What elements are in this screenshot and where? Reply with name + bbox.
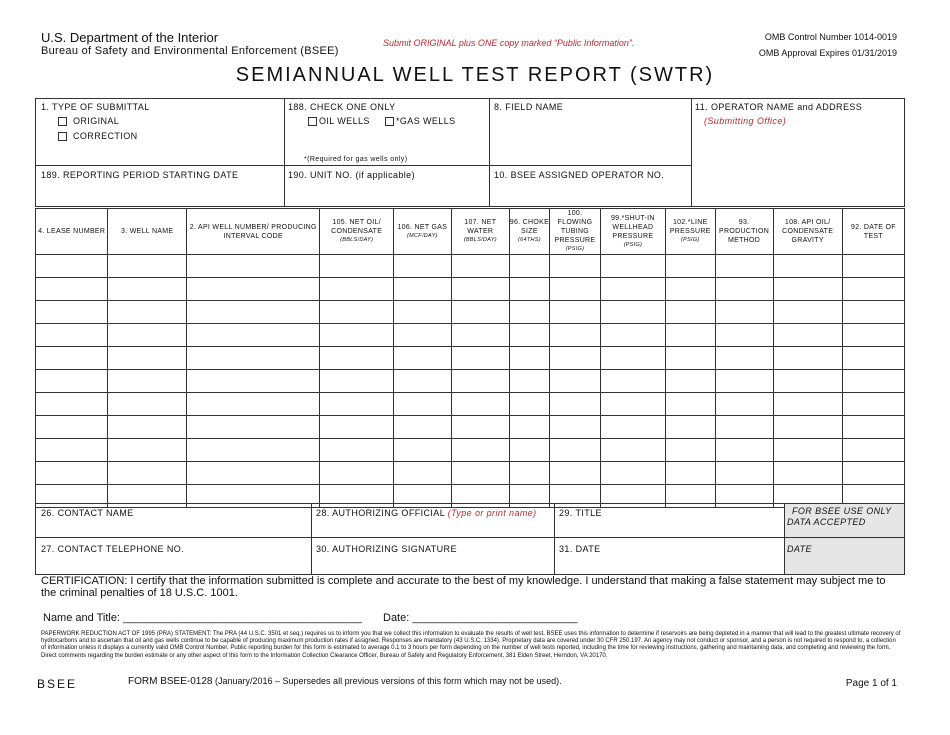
gas-wells-label: *GAS WELLS <box>396 116 456 126</box>
oil-wells-checkbox[interactable] <box>308 117 317 126</box>
table-row <box>36 439 905 462</box>
table-cell[interactable] <box>773 393 842 416</box>
table-cell[interactable] <box>509 416 549 439</box>
table-cell[interactable] <box>451 462 509 485</box>
table-cell[interactable] <box>36 370 108 393</box>
table-cell[interactable] <box>393 301 451 324</box>
table-cell[interactable] <box>665 462 715 485</box>
unit-no-label: 190. UNIT NO. (if applicable) <box>288 170 415 180</box>
table-cell[interactable] <box>842 462 904 485</box>
table-cell[interactable] <box>665 416 715 439</box>
table-cell[interactable] <box>665 393 715 416</box>
column-header: 99.*SHUT-IN WELLHEAD PRESSURE (PSIG) <box>600 209 665 255</box>
date-line[interactable]: Date: ___________________________ <box>383 612 578 624</box>
form-number <box>128 676 562 687</box>
table-cell[interactable] <box>187 324 320 347</box>
table-cell[interactable] <box>842 278 904 301</box>
table-cell[interactable] <box>600 255 665 278</box>
table-cell[interactable] <box>36 416 108 439</box>
table-row <box>36 370 905 393</box>
table-cell[interactable] <box>665 255 715 278</box>
table-cell[interactable] <box>842 393 904 416</box>
table-cell[interactable] <box>665 439 715 462</box>
table-cell[interactable] <box>550 278 601 301</box>
table-cell[interactable] <box>187 439 320 462</box>
table-cell[interactable] <box>36 324 108 347</box>
table-cell[interactable] <box>36 301 108 324</box>
table-cell[interactable] <box>550 347 601 370</box>
table-cell[interactable] <box>108 393 187 416</box>
table-cell[interactable] <box>773 416 842 439</box>
table-cell[interactable] <box>320 347 393 370</box>
table-cell[interactable] <box>773 347 842 370</box>
table-cell[interactable] <box>451 416 509 439</box>
table-cell[interactable] <box>393 347 451 370</box>
table-cell[interactable] <box>108 278 187 301</box>
table-cell[interactable] <box>600 370 665 393</box>
table-cell[interactable] <box>600 416 665 439</box>
contact-phone-label: 27. CONTACT TELEPHONE NO. <box>41 544 185 554</box>
table-cell[interactable] <box>600 439 665 462</box>
operator-name-label: 11. OPERATOR NAME and ADDRESS <box>695 102 863 112</box>
table-cell[interactable] <box>715 416 773 439</box>
original-label: ORIGINAL <box>73 116 120 126</box>
table-cell[interactable] <box>842 439 904 462</box>
column-header: 96. CHOKE SIZE (64THS) <box>509 209 549 255</box>
table-cell[interactable] <box>393 439 451 462</box>
table-cell[interactable] <box>715 255 773 278</box>
title-label: 29. TITLE <box>559 508 602 518</box>
oil-wells-option[interactable] <box>308 116 370 126</box>
table-cell[interactable] <box>393 416 451 439</box>
department-name: U.S. Department of the Interior <box>41 30 219 45</box>
submit-note: Submit ORIGINAL plus ONE copy marked “Public Information”. <box>383 38 635 48</box>
authorizing-official-label: 28. AUTHORIZING OFFICIAL (Type or print name) <box>316 508 537 518</box>
table-row <box>36 324 905 347</box>
submitting-office-note: (Submitting Office) <box>704 116 787 126</box>
column-header: 100. FLOWING TUBING PRESSURE (PSIG) <box>550 209 601 255</box>
table-cell[interactable] <box>393 393 451 416</box>
original-checkbox[interactable] <box>58 117 67 126</box>
table-cell[interactable] <box>451 278 509 301</box>
table-cell[interactable] <box>320 278 393 301</box>
contact-section <box>35 503 905 575</box>
table-cell[interactable] <box>665 370 715 393</box>
table-cell[interactable] <box>108 255 187 278</box>
well-test-table <box>35 208 905 508</box>
table-row <box>36 347 905 370</box>
table-cell[interactable] <box>509 462 549 485</box>
table-cell[interactable] <box>842 347 904 370</box>
table-cell[interactable] <box>36 278 108 301</box>
oil-wells-label: OIL WELLS <box>319 116 370 126</box>
column-header: 107. NET WATER (BBLS/DAY) <box>451 209 509 255</box>
table-cell[interactable] <box>320 393 393 416</box>
table-cell[interactable] <box>715 462 773 485</box>
table-cell[interactable] <box>393 255 451 278</box>
table-cell[interactable] <box>108 324 187 347</box>
table-cell[interactable] <box>36 255 108 278</box>
field-name-label: 8. FIELD NAME <box>494 102 564 112</box>
correction-option[interactable] <box>58 131 138 141</box>
table-cell[interactable] <box>320 255 393 278</box>
table-cell[interactable] <box>550 393 601 416</box>
operator-no-label: 10. BSEE ASSIGNED OPERATOR NO. <box>494 170 665 180</box>
check-one-label: 188. CHECK ONE ONLY <box>288 102 396 112</box>
table-cell[interactable] <box>320 462 393 485</box>
type-or-print-note: (Type or print name) <box>447 508 537 518</box>
table-cell[interactable] <box>320 301 393 324</box>
paperwork-reduction-statement: PAPERWORK REDUCTION ACT OF 1995 (PRA) STATEMENT: The PRA (44 U.S.C. 3501 et seq.) requires us to inform you that we collect this information to evaluate the results of well test. BSEE uses this information to determine if reservoirs are being depleted in a manner that will lead to the greatest ultimate recovery of hydrocarbons and to ascertain that oil and gas wells continue to be capable of producing maximum production rates if assigned. Responses are mandatory (43 U.S.C. 1334). Proprietary data are covered under 30 CFR 250.197. An agency may not conduct or sponsor, and a person is not required to respond to, a collection of information unless it displays a currently valid OMB Control Number. Public reporting burden for this form is estimated to average 0.1 to 3 hours per form depending on the number of well tests reported, including the time for reviewing instructions, gathering and maintaining data, and completing and reviewing the form. Direct comments regarding the burden estimate or any other aspect of this form to the Information Collection Clearance Officer, Bureau of Safety and Regulatory Enforcement, 381 Elden Street, Herndon, VA 20170. <box>41 631 901 659</box>
correction-label: CORRECTION <box>73 131 138 141</box>
table-cell[interactable] <box>600 324 665 347</box>
table-cell[interactable] <box>715 439 773 462</box>
table-cell[interactable] <box>550 439 601 462</box>
certification-statement: CERTIFICATION: I certify that the information submitted is complete and accurate to the best of my knowledge. I understand that making a false statement may subject me to the criminal penalties of 18 U.S.C. 1001. <box>41 575 886 599</box>
table-row <box>36 416 905 439</box>
table-cell[interactable] <box>451 301 509 324</box>
table-cell[interactable] <box>715 347 773 370</box>
table-cell[interactable] <box>393 462 451 485</box>
table-cell[interactable] <box>509 278 549 301</box>
table-cell[interactable] <box>451 439 509 462</box>
table-cell[interactable] <box>451 393 509 416</box>
table-cell[interactable] <box>550 370 601 393</box>
table-cell[interactable] <box>320 439 393 462</box>
table-cell[interactable] <box>715 370 773 393</box>
table-cell[interactable] <box>451 255 509 278</box>
table-cell[interactable] <box>320 370 393 393</box>
table-cell[interactable] <box>320 416 393 439</box>
table-cell[interactable] <box>187 462 320 485</box>
column-header: 102.*LINE PRESSURE (PSIG) <box>665 209 715 255</box>
table-cell[interactable] <box>509 393 549 416</box>
column-header: 2. API WELL NUMBER/ PRODUCING INTERVAL CODE <box>187 209 320 255</box>
table-cell[interactable] <box>842 324 904 347</box>
form-title: SEMIANNUAL WELL TEST REPORT (SWTR) <box>235 64 715 86</box>
table-cell[interactable] <box>108 462 187 485</box>
table-cell[interactable] <box>842 370 904 393</box>
table-cell[interactable] <box>715 278 773 301</box>
table-cell[interactable] <box>842 416 904 439</box>
table-cell[interactable] <box>393 324 451 347</box>
table-cell[interactable] <box>665 278 715 301</box>
table-row <box>36 278 905 301</box>
table-cell[interactable] <box>715 393 773 416</box>
original-option[interactable] <box>58 116 119 126</box>
table-cell[interactable] <box>36 462 108 485</box>
table-cell[interactable] <box>108 347 187 370</box>
table-cell[interactable] <box>187 416 320 439</box>
table-cell[interactable] <box>393 370 451 393</box>
table-cell[interactable] <box>187 370 320 393</box>
contact-name-label: 26. CONTACT NAME <box>41 508 134 518</box>
table-cell[interactable] <box>36 393 108 416</box>
for-bsee-use-label: FOR BSEE USE ONLY <box>792 506 892 516</box>
data-accepted-label: DATA ACCEPTED <box>787 517 866 527</box>
table-cell[interactable] <box>108 370 187 393</box>
table-cell[interactable] <box>393 278 451 301</box>
table-cell[interactable] <box>773 462 842 485</box>
form-supersedes-note: (January/2016 – Supersedes all previous versions of this form which may not be used). <box>212 676 562 686</box>
table-cell[interactable] <box>187 393 320 416</box>
gas-wells-checkbox[interactable] <box>385 117 394 126</box>
table-cell[interactable] <box>509 439 549 462</box>
table-cell[interactable] <box>108 301 187 324</box>
table-row <box>36 301 905 324</box>
table-cell[interactable] <box>600 347 665 370</box>
bsee-date-label: DATE <box>787 544 812 554</box>
table-cell[interactable] <box>187 347 320 370</box>
table-cell[interactable] <box>600 301 665 324</box>
table-cell[interactable] <box>842 301 904 324</box>
table-cell[interactable] <box>773 301 842 324</box>
table-cell[interactable] <box>600 393 665 416</box>
column-header: 3. WELL NAME <box>108 209 187 255</box>
table-cell[interactable] <box>600 462 665 485</box>
table-cell[interactable] <box>36 347 108 370</box>
table-cell[interactable] <box>451 347 509 370</box>
date-label: 31. DATE <box>559 544 601 554</box>
table-cell[interactable] <box>715 324 773 347</box>
table-cell[interactable] <box>773 370 842 393</box>
table-cell[interactable] <box>187 301 320 324</box>
column-header: 4. LEASE NUMBER <box>36 209 108 255</box>
omb-expiration: OMB Approval Expires 01/31/2019 <box>758 48 897 58</box>
table-cell[interactable] <box>550 416 601 439</box>
table-row <box>36 393 905 416</box>
table-cell[interactable] <box>550 324 601 347</box>
reporting-period-label: 189. REPORTING PERIOD STARTING DATE <box>41 170 239 180</box>
gas-wells-option[interactable] <box>385 116 456 126</box>
column-header: 93. PRODUCTION METHOD <box>715 209 773 255</box>
table-cell[interactable] <box>509 255 549 278</box>
correction-checkbox[interactable] <box>58 132 67 141</box>
table-cell[interactable] <box>665 347 715 370</box>
table-cell[interactable] <box>36 439 108 462</box>
table-cell[interactable] <box>509 324 549 347</box>
bureau-name: Bureau of Safety and Environmental Enforcement (BSEE) <box>41 45 339 57</box>
table-cell[interactable] <box>665 301 715 324</box>
gas-wells-note: *(Required for gas wells only) <box>304 156 408 163</box>
table-cell[interactable] <box>550 255 601 278</box>
column-header: 106. NET GAS (MCF/DAY) <box>393 209 451 255</box>
page-number: Page 1 of 1 <box>845 678 897 689</box>
table-cell[interactable] <box>451 370 509 393</box>
authorizing-signature-label: 30. AUTHORIZING SIGNATURE <box>316 544 457 554</box>
column-header: 92. DATE OF TEST <box>842 209 904 255</box>
table-cell[interactable] <box>773 278 842 301</box>
table-cell[interactable] <box>108 416 187 439</box>
column-header: 108. API OIL/ CONDENSATE GRAVITY <box>773 209 842 255</box>
table-cell[interactable] <box>550 301 601 324</box>
table-cell[interactable] <box>600 278 665 301</box>
table-cell[interactable] <box>773 255 842 278</box>
table-cell[interactable] <box>773 324 842 347</box>
table-cell[interactable] <box>108 439 187 462</box>
omb-control-number: OMB Control Number 1014-0019 <box>764 32 897 42</box>
table-cell[interactable] <box>665 324 715 347</box>
form-id: FORM BSEE-0128 <box>128 676 213 687</box>
table-cell[interactable] <box>550 462 601 485</box>
column-header: 105. NET OIL/ CONDENSATE (BBLS/DAY) <box>320 209 393 255</box>
table-cell[interactable] <box>509 347 549 370</box>
header-section <box>35 98 905 207</box>
table-cell[interactable] <box>509 370 549 393</box>
table-cell[interactable] <box>773 439 842 462</box>
table-cell[interactable] <box>715 301 773 324</box>
table-row <box>36 462 905 485</box>
table-cell[interactable] <box>509 301 549 324</box>
table-cell[interactable] <box>187 278 320 301</box>
table-cell[interactable] <box>187 255 320 278</box>
table-cell[interactable] <box>320 324 393 347</box>
table-cell[interactable] <box>842 255 904 278</box>
table-row <box>36 255 905 278</box>
type-of-submittal-label: 1. TYPE OF SUBMITTAL <box>41 102 150 112</box>
bsee-footer-label: BSEE <box>37 677 78 691</box>
name-and-title-line[interactable]: Name and Title: _______________________________________ <box>43 612 362 624</box>
table-cell[interactable] <box>451 324 509 347</box>
